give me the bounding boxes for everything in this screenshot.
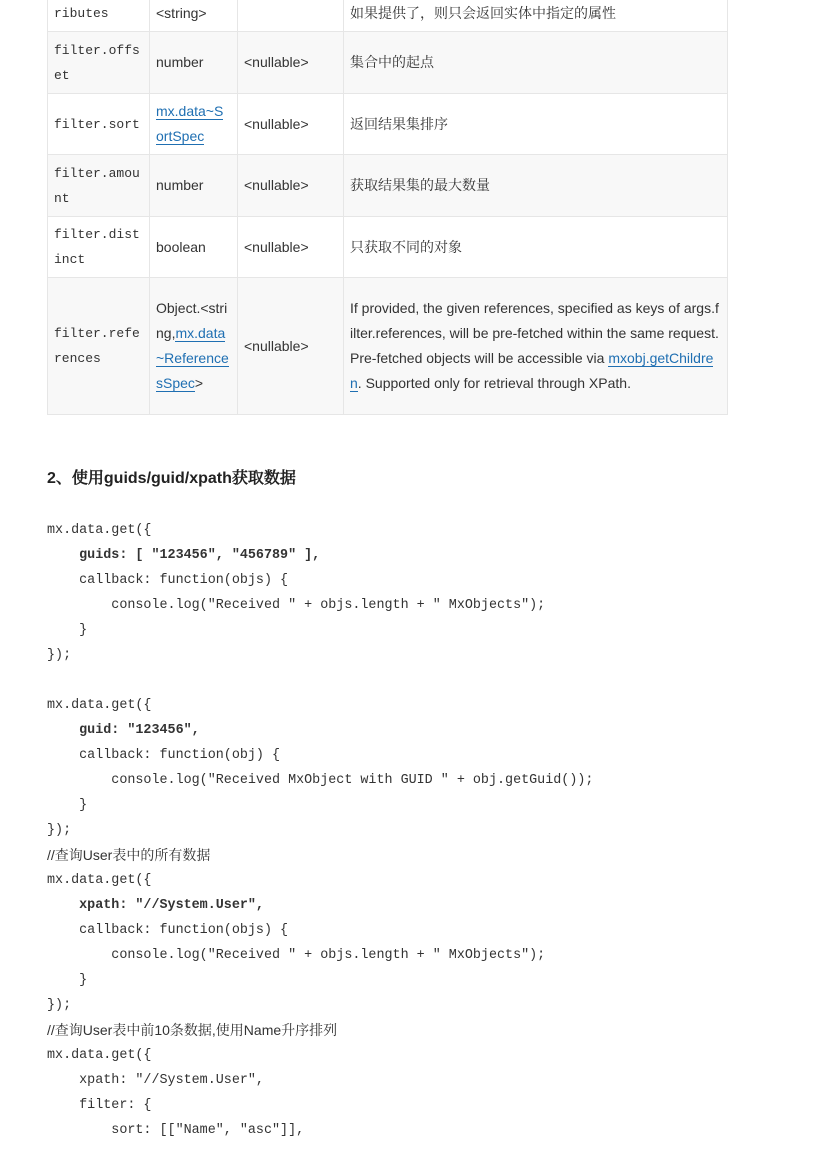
- param-name: filter.sort: [48, 94, 150, 155]
- param-attributes: <nullable>: [238, 217, 344, 278]
- param-name: filter.offset: [48, 32, 150, 94]
- section-heading: 2、使用guids/guid/xpath获取数据: [47, 470, 296, 487]
- param-description: 集合中的起点: [344, 32, 728, 94]
- code-line: mx.data.get({: [47, 698, 152, 713]
- table-row: [48, 94, 728, 155]
- code-line: callback: function(objs) {: [47, 573, 289, 588]
- table-row: [48, 0, 728, 32]
- code-block-guids: [47, 518, 767, 668]
- param-type: [150, 278, 238, 415]
- param-type: boolean: [150, 217, 238, 278]
- getchildren-link[interactable]: mxobj.getChildren: [350, 350, 714, 391]
- code-line: filter: {: [47, 1098, 152, 1113]
- code-line: guid: "123456",: [47, 723, 200, 738]
- param-attributes: <nullable>: [238, 155, 344, 217]
- table-row: [48, 217, 728, 278]
- param-description: 获取结果集的最大数量: [344, 155, 728, 217]
- param-attributes: <nullable>: [238, 278, 344, 415]
- param-description: 如果提供了，则只会返回实体中指定的属性: [344, 0, 728, 32]
- param-name: ributes: [48, 0, 150, 32]
- param-type-suffix: >: [194, 375, 204, 391]
- table-row: [48, 155, 728, 217]
- code-line: });: [47, 648, 72, 663]
- code-line: console.log("Received MxObject with GUID " + obj.getGuid());: [47, 773, 594, 788]
- code-line: xpath: "//System.User",: [47, 898, 264, 913]
- param-type: [150, 94, 238, 155]
- code-comment: //查询User表中前10条数据,使用Name升序排列: [47, 1022, 338, 1038]
- code-line: mx.data.get({: [47, 1048, 152, 1063]
- code-line: }: [47, 973, 88, 988]
- code-line: mx.data.get({: [47, 873, 152, 888]
- code-line: mx.data.get({: [47, 523, 152, 538]
- code-comment: //查询User表中的所有数据: [47, 847, 211, 863]
- table-row: [48, 278, 728, 415]
- code-block-guid: [47, 693, 767, 843]
- code-line: console.log("Received " + objs.length + " MxObjects");: [47, 598, 546, 613]
- param-attributes: [238, 0, 344, 32]
- param-description: [344, 278, 728, 415]
- code-line: console.log("Received " + objs.length + " MxObjects");: [47, 948, 546, 963]
- table-row: [48, 32, 728, 94]
- param-name: filter.distinct: [48, 217, 150, 278]
- code-line: }: [47, 798, 88, 813]
- param-type: number: [150, 155, 238, 217]
- code-line: sort: [["Name", "asc"]],: [47, 1123, 305, 1138]
- code-line: guids: [ "123456", "456789" ],: [47, 548, 321, 563]
- code-line: }: [47, 623, 88, 638]
- code-block-xpath: [47, 843, 767, 1143]
- code-line: callback: function(objs) {: [47, 923, 289, 938]
- param-description: 返回结果集排序: [344, 94, 728, 155]
- code-line: });: [47, 998, 72, 1013]
- param-type-prefix: Object.<string,: [156, 300, 228, 341]
- param-attributes: <nullable>: [238, 94, 344, 155]
- sortspec-link[interactable]: mx.data~SortSpec: [156, 103, 224, 144]
- description-text: If provided, the given references, specified as keys of args.filter.references, will be pre-fetched within the same request. Pre-fetched objects will be accessible via: [350, 300, 719, 366]
- referencesspec-link[interactable]: mx.data~ReferencesSpec: [156, 325, 229, 391]
- code-line: callback: function(obj) {: [47, 748, 281, 763]
- param-attributes: <nullable>: [238, 32, 344, 94]
- parameters-table: [47, 0, 728, 415]
- description-text: . Supported only for retrieval through XPath.: [357, 375, 631, 391]
- param-description: 只获取不同的对象: [344, 217, 728, 278]
- code-line: });: [47, 823, 72, 838]
- param-type: number: [150, 32, 238, 94]
- param-name: filter.amount: [48, 155, 150, 217]
- param-name: filter.references: [48, 278, 150, 415]
- param-type: <string>: [150, 0, 238, 32]
- code-line: xpath: "//System.User",: [47, 1073, 264, 1088]
